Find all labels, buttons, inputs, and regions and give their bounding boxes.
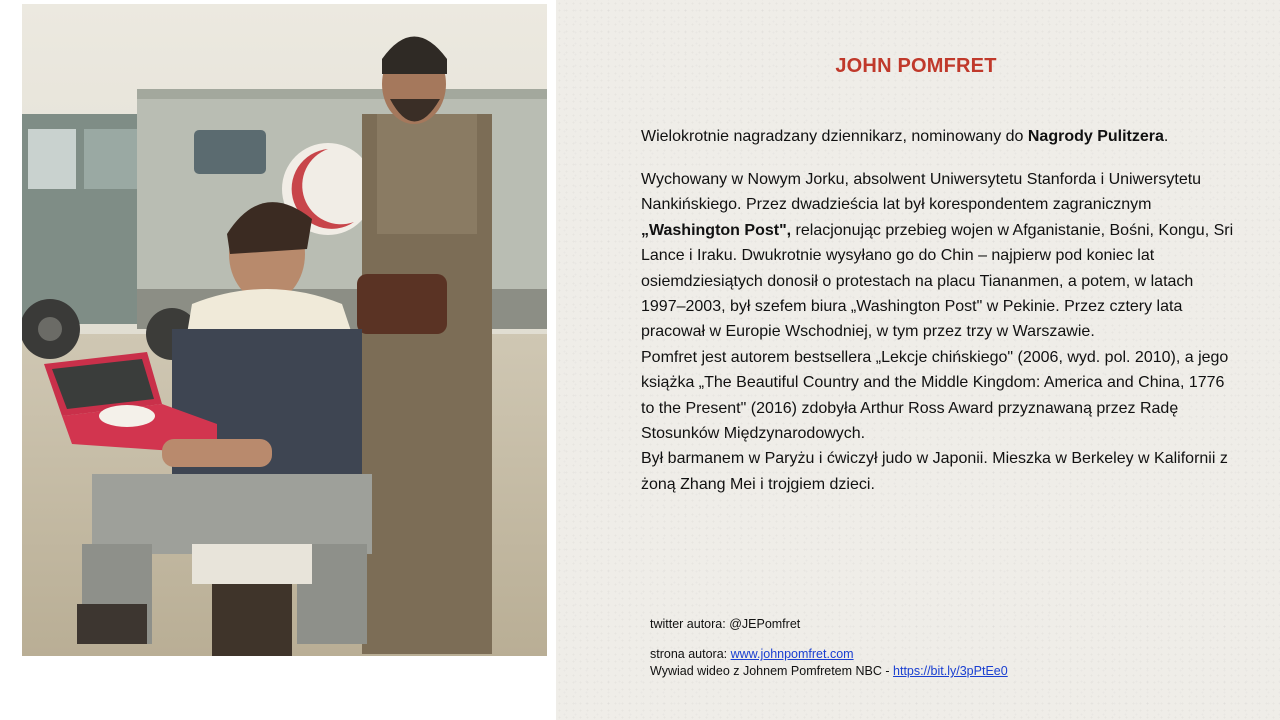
video-link[interactable]: https://bit.ly/3pPtEe0 [893,664,1008,678]
bio-text [641,167,1241,497]
site-link[interactable]: www.johnpomfret.com [730,647,854,661]
bio-p1-bold: „Washington Post", [641,221,792,239]
intro-bold: Nagrody Pulitzera [1027,128,1164,145]
photo-panel [0,0,556,720]
author-photo [22,4,547,656]
bio-p1-after: relacjonując przebieg wojen w Afganistanie, Bośni, Kongu, Sri Lance i Iraku. Dwukrotnie wysyłano go do Chin – najpierw pod koniec lat osiemdziesiątych donosił o protestach na placu Tiananmen, a potem, w latach 1997–2003, był szefem biura „Washington Post" w Pekinie. Przez cztery lata pracował w Europie Wschodniej, w tym przez trzy w Warszawie. [641,221,1234,341]
twitter-line: twitter autora: @JEPomfret [650,617,801,631]
text-panel [556,0,1280,720]
page-title: JOHN POMFRET [835,55,997,77]
bio-paragraph-1 [641,167,1241,345]
intro-text [641,126,1241,148]
video-line [650,663,1210,680]
site-label: strona autora: [650,647,731,661]
intro-text-before: Wielokrotnie nagradzany dziennikarz, nominowany do [641,128,1028,145]
site-line [650,646,1210,663]
video-label: Wywiad wideo z Johnem Pomfretem NBC - [650,664,894,678]
bio-paragraph-3: Był barmanem w Paryżu i ćwiczył judo w Japonii. Mieszka w Berkeley w Kalifornii z żoną Zhang Mei i trojgiem dzieci. [641,450,1228,493]
bio-paragraph-2: Pomfret jest autorem bestsellera „Lekcje chińskiego" (2006, wyd. pol. 2010), a jego książka „The Beautiful Country and the Middle Kingdom: America and China, 1776 to the Present" (2016) zdobyła Arthur Ross Award przyznawaną przez Radę Stosunków Międzynarodowych. [641,348,1229,443]
footer [650,616,1210,680]
bio-p1-before: Wychowany w Nowym Jorku, absolwent Uniwersytetu Stanforda i Uniwersytetu Nankińskiego. Przez dwadzieścia lat był korespondentem zagranicznym [641,171,1202,214]
intro-text-after: . [1163,128,1169,145]
